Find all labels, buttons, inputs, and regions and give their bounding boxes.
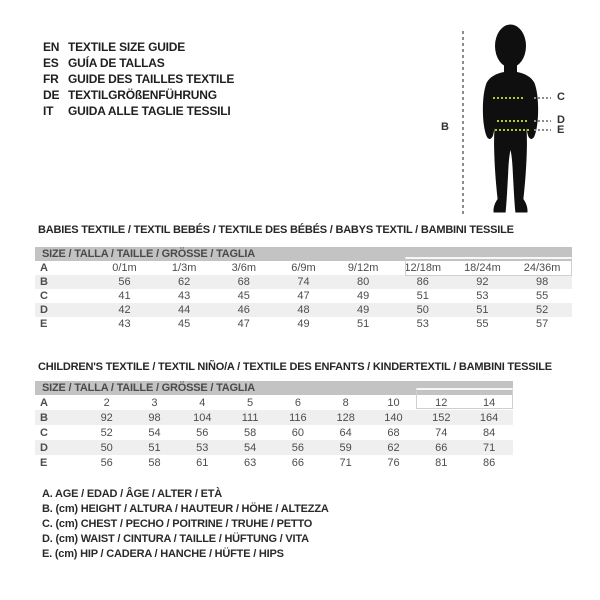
height-label: B bbox=[441, 121, 449, 133]
table-cell: 49 bbox=[297, 318, 310, 330]
language-row bbox=[43, 103, 234, 119]
chest-measure-line bbox=[493, 97, 524, 99]
table-cell: 53 bbox=[416, 318, 429, 330]
table-cell: 24/36m bbox=[523, 262, 561, 274]
table-cell: 152 bbox=[432, 411, 451, 424]
table-cell: 49 bbox=[356, 304, 370, 316]
table-cell: 98 bbox=[536, 276, 549, 288]
table-cell: 47 bbox=[297, 290, 310, 302]
table-cell: 116 bbox=[289, 411, 307, 424]
chest-label: C bbox=[557, 91, 565, 103]
table-cell: 56 bbox=[100, 456, 113, 469]
guide-title: GUÍA DE TALLAS bbox=[68, 56, 165, 70]
language-code: EN bbox=[43, 40, 60, 54]
table-cell: 111 bbox=[241, 411, 259, 424]
table-cell: 43 bbox=[118, 318, 131, 330]
table-cell: 50 bbox=[100, 441, 113, 454]
table-cell: 18/24m bbox=[464, 262, 501, 274]
row-label: D bbox=[40, 304, 48, 316]
chest-leader-line bbox=[534, 97, 551, 99]
table-row bbox=[35, 455, 513, 470]
table-row bbox=[35, 289, 572, 303]
table-cell: 54 bbox=[243, 441, 257, 454]
table-cell: 55 bbox=[476, 318, 489, 330]
table-cell: 45 bbox=[178, 318, 191, 330]
table-row bbox=[35, 275, 572, 289]
table-cell: 1/3m bbox=[171, 262, 197, 274]
language-row bbox=[43, 55, 234, 71]
table-cell: 57 bbox=[536, 318, 549, 330]
table-cell: 5 bbox=[247, 396, 254, 409]
table-cell: 53 bbox=[196, 441, 209, 454]
table-cell: 58 bbox=[243, 426, 257, 439]
hip-leader-line bbox=[534, 129, 551, 131]
size-header-bar: SIZE / TALLA / TAILLE / GRÖSSE / TAGLIA bbox=[35, 247, 572, 261]
table-cell: 62 bbox=[387, 441, 400, 454]
table-cell: 9/12m bbox=[347, 262, 379, 274]
table-cell: 43 bbox=[178, 290, 191, 302]
row-label: E bbox=[40, 456, 48, 469]
row-label: D bbox=[40, 441, 48, 454]
legend-line-height: B. (cm) HEIGHT / ALTURA / HAUTEUR / HÖHE / ALTEZZA bbox=[42, 503, 329, 515]
table-cell: 46 bbox=[237, 304, 250, 316]
table-cell: 86 bbox=[416, 276, 429, 288]
language-row bbox=[43, 87, 234, 103]
guide-title: GUIDE DES TAILLES TEXTILE bbox=[68, 72, 235, 86]
language-row bbox=[43, 39, 234, 55]
table-cell: 51 bbox=[416, 290, 429, 302]
language-title-list bbox=[43, 39, 234, 119]
row-label: B bbox=[40, 276, 48, 288]
table-cell: 48 bbox=[297, 304, 310, 316]
table-cell: 41 bbox=[118, 290, 131, 302]
table-cell: 12/18m bbox=[404, 262, 442, 274]
row-label: B bbox=[40, 411, 48, 424]
row-label: A bbox=[40, 262, 48, 274]
legend-line-age: A. AGE / EDAD / ÂGE / ALTER / ETÀ bbox=[42, 488, 223, 500]
table-row bbox=[35, 440, 513, 455]
table-cell: 68 bbox=[387, 426, 400, 439]
table-cell: 164 bbox=[479, 411, 499, 424]
row-label: C bbox=[40, 290, 48, 302]
row-label: C bbox=[40, 426, 48, 439]
table-cell: 81 bbox=[435, 456, 448, 469]
table-cell: 84 bbox=[482, 426, 496, 439]
table-cell: 54 bbox=[148, 426, 161, 439]
table-cell: 49 bbox=[356, 290, 370, 302]
table-cell: 76 bbox=[387, 456, 400, 469]
table-cell: 45 bbox=[237, 290, 250, 302]
table-cell: 56 bbox=[291, 441, 304, 454]
table-cell: 92 bbox=[476, 276, 489, 288]
table-cell: 62 bbox=[178, 276, 191, 288]
table-cell: 2 bbox=[103, 396, 110, 409]
table-row bbox=[35, 410, 513, 425]
babies-section-title: BABIES TEXTILE / TEXTIL BEBÉS / TEXTILE DES BÉBÉS / BABYS TEXTIL / BAMBINI TESSILE bbox=[38, 224, 514, 236]
height-measure-line bbox=[462, 31, 464, 214]
language-code: ES bbox=[43, 56, 59, 70]
waist-measure-line bbox=[497, 120, 528, 122]
measurement-figure bbox=[440, 15, 590, 227]
size-header-bar: SIZE / TALLA / TAILLE / GRÖSSE / TAGLIA bbox=[35, 381, 513, 395]
row-label: A bbox=[40, 396, 48, 409]
language-row bbox=[43, 71, 234, 87]
measurement-legend bbox=[42, 488, 329, 563]
table-cell: 51 bbox=[356, 318, 370, 330]
table-cell: 71 bbox=[482, 441, 496, 454]
table-cell: 53 bbox=[476, 290, 489, 302]
table-cell: 42 bbox=[118, 304, 131, 316]
table-cell: 50 bbox=[416, 304, 429, 316]
table-cell: 52 bbox=[100, 426, 113, 439]
table-row bbox=[35, 317, 572, 331]
children-section-title: CHILDREN'S TEXTILE / TEXTIL NIÑO/A / TEXTILE DES ENFANTS / KINDERTEXTIL / BAMBINI TESSILE bbox=[38, 361, 552, 373]
table-row bbox=[35, 425, 513, 440]
table-cell: 86 bbox=[482, 456, 496, 469]
table-cell: 104 bbox=[193, 411, 212, 424]
waist-leader-line bbox=[534, 120, 551, 122]
table-cell: 44 bbox=[178, 304, 191, 316]
table-cell: 80 bbox=[356, 276, 370, 288]
waist-label: D bbox=[557, 114, 565, 126]
legend-line-hip: E. (cm) HIP / CADERA / HANCHE / HÜFTE / HIPS bbox=[42, 548, 284, 560]
table-cell: 64 bbox=[339, 426, 352, 439]
table-cell: 140 bbox=[384, 411, 403, 424]
table-cell: 60 bbox=[291, 426, 304, 439]
guide-title: TEXTILE SIZE GUIDE bbox=[68, 40, 186, 54]
table-cell: 6 bbox=[294, 396, 301, 409]
guide-title: GUIDA ALLE TAGLIE TESSILI bbox=[68, 104, 231, 118]
table-cell: 0/1m bbox=[112, 262, 137, 274]
table-cell: 66 bbox=[435, 441, 448, 454]
table-cell: 98 bbox=[148, 411, 161, 424]
table-cell: 3/6m bbox=[231, 262, 257, 274]
legend-line-waist: D. (cm) WAIST / CINTURA / TAILLE / HÜFTUNG / VITA bbox=[42, 533, 309, 545]
size-highlight-box bbox=[416, 388, 513, 409]
table-cell: 59 bbox=[339, 441, 352, 454]
table-cell: 8 bbox=[342, 396, 349, 409]
language-code: IT bbox=[43, 104, 54, 118]
language-code: DE bbox=[43, 88, 60, 102]
table-cell: 4 bbox=[199, 396, 206, 409]
table-cell: 92 bbox=[100, 411, 113, 424]
table-cell: 61 bbox=[196, 456, 209, 469]
table-cell: 58 bbox=[148, 456, 161, 469]
hip-measure-line bbox=[495, 129, 530, 131]
table-cell: 3 bbox=[151, 396, 158, 409]
table-cell: 12 bbox=[435, 396, 448, 409]
table-cell: 52 bbox=[536, 304, 549, 316]
table-cell: 63 bbox=[243, 456, 257, 469]
table-cell: 56 bbox=[196, 426, 209, 439]
table-cell: 56 bbox=[118, 276, 131, 288]
table-cell: 74 bbox=[297, 276, 310, 288]
table-cell: 66 bbox=[291, 456, 304, 469]
table-cell: 71 bbox=[339, 456, 352, 469]
table-cell: 51 bbox=[148, 441, 161, 454]
table-row bbox=[35, 303, 572, 317]
table-cell: 74 bbox=[435, 426, 448, 439]
size-highlight-box bbox=[405, 257, 572, 276]
hip-label: E bbox=[557, 124, 565, 136]
table-cell: 55 bbox=[536, 290, 549, 302]
language-code: FR bbox=[43, 72, 59, 86]
table-cell: 47 bbox=[237, 318, 250, 330]
legend-line-chest: C. (cm) CHEST / PECHO / POITRINE / TRUHE / PETTO bbox=[42, 518, 313, 530]
table-cell: 128 bbox=[336, 411, 355, 424]
table-cell: 51 bbox=[476, 304, 489, 316]
table-cell: 6/9m bbox=[291, 262, 316, 274]
table-cell: 10 bbox=[387, 396, 400, 409]
table-cell: 68 bbox=[237, 276, 250, 288]
row-label: E bbox=[40, 318, 48, 330]
table-cell: 14 bbox=[482, 396, 496, 409]
guide-title: TEXTILGRÖßENFÜHRUNG bbox=[68, 88, 217, 102]
